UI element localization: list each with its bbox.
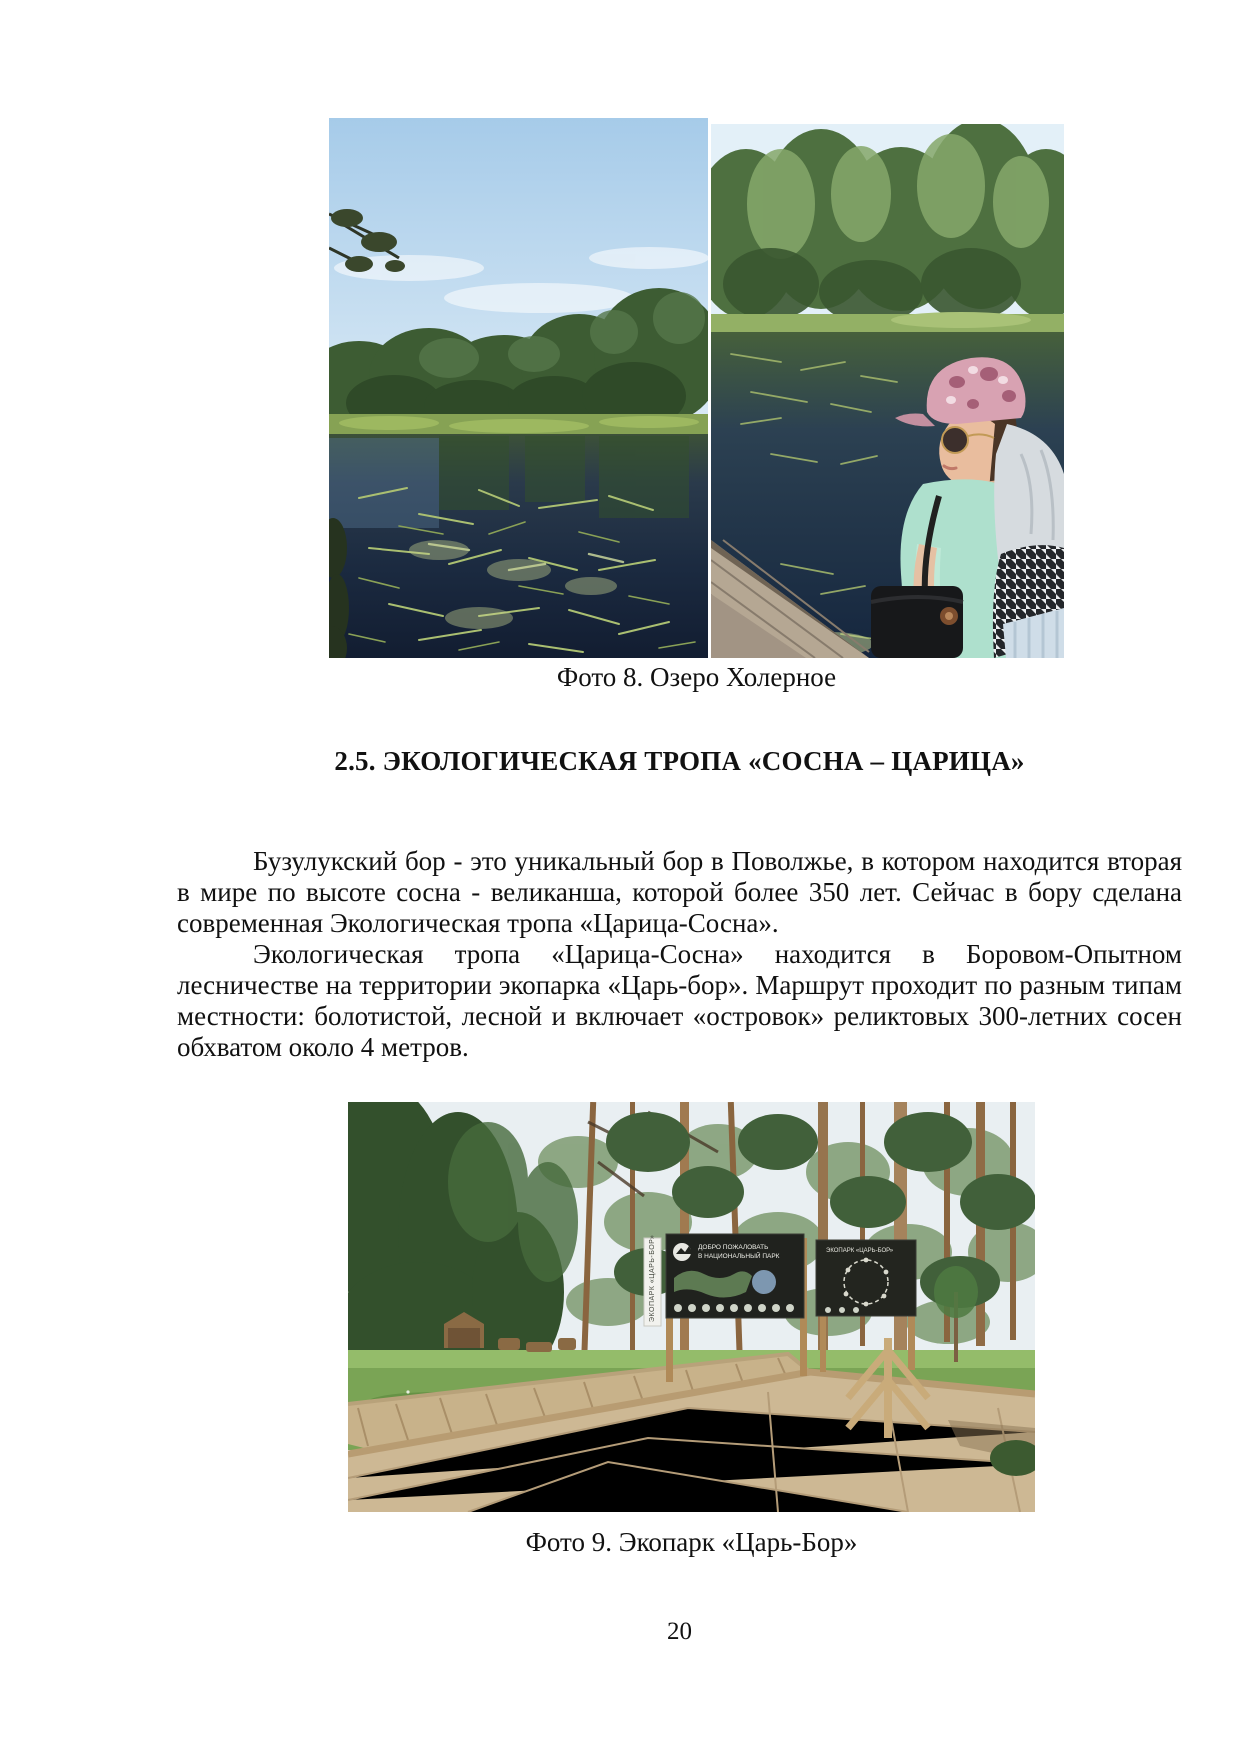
right-panel-title: ЭКОПАРК «ЦАРЬ-БОР» [826, 1248, 894, 1254]
info-board-right-panel [816, 1240, 916, 1316]
figure-8-caption: Фото 8. Озеро Холерное [556, 662, 837, 692]
paragraph-2: Экологическая тропа «Царица-Сосна» находится в Боровом-Опытном лесничестве на территории экопарка «Царь-бор». Маршрут проходит по разным типам местности: болотистой, лесной и включает «островок» реликтовых 300-летних сосен обхватом около 4 метров. [177, 939, 1182, 1062]
info-board-left-panel [666, 1234, 804, 1318]
ecopark-side-sign [644, 1235, 661, 1326]
board-welcome-line2: В НАЦИОНАЛЬНЫЙ ПАРК [698, 1253, 780, 1260]
section-heading: 2.5. ЭКОЛОГИЧЕСКАЯ ТРОПА «СОСНА – ЦАРИЦА» [334, 746, 1025, 776]
figure-9-caption: Фото 9. Экопарк «Царь-Бор» [525, 1527, 858, 1557]
lake-right-illustration [711, 124, 1064, 658]
photo-ecopark [348, 1102, 1035, 1512]
side-sign-text: ЭКОПАРК «ЦАРЬ-БОР» [649, 1234, 656, 1322]
photo-lake-left [329, 118, 708, 658]
board-welcome-line1: ДОБРО ПОЖАЛОВАТЬ [698, 1244, 769, 1251]
ecopark-illustration [348, 1102, 1035, 1512]
lake-left-illustration [329, 118, 708, 658]
photo-lake-right [711, 124, 1064, 658]
page-number: 20 [667, 1618, 692, 1645]
paragraph-1: Бузулукский бор - это уникальный бор в Поволжье, в котором находится вторая в мире по высоте сосна - великанша, которой более 350 лет. Сейчас в бору сделана современная Экологическая тропа «Царица-Сосна». [177, 846, 1182, 938]
section-body [177, 846, 1182, 1063]
